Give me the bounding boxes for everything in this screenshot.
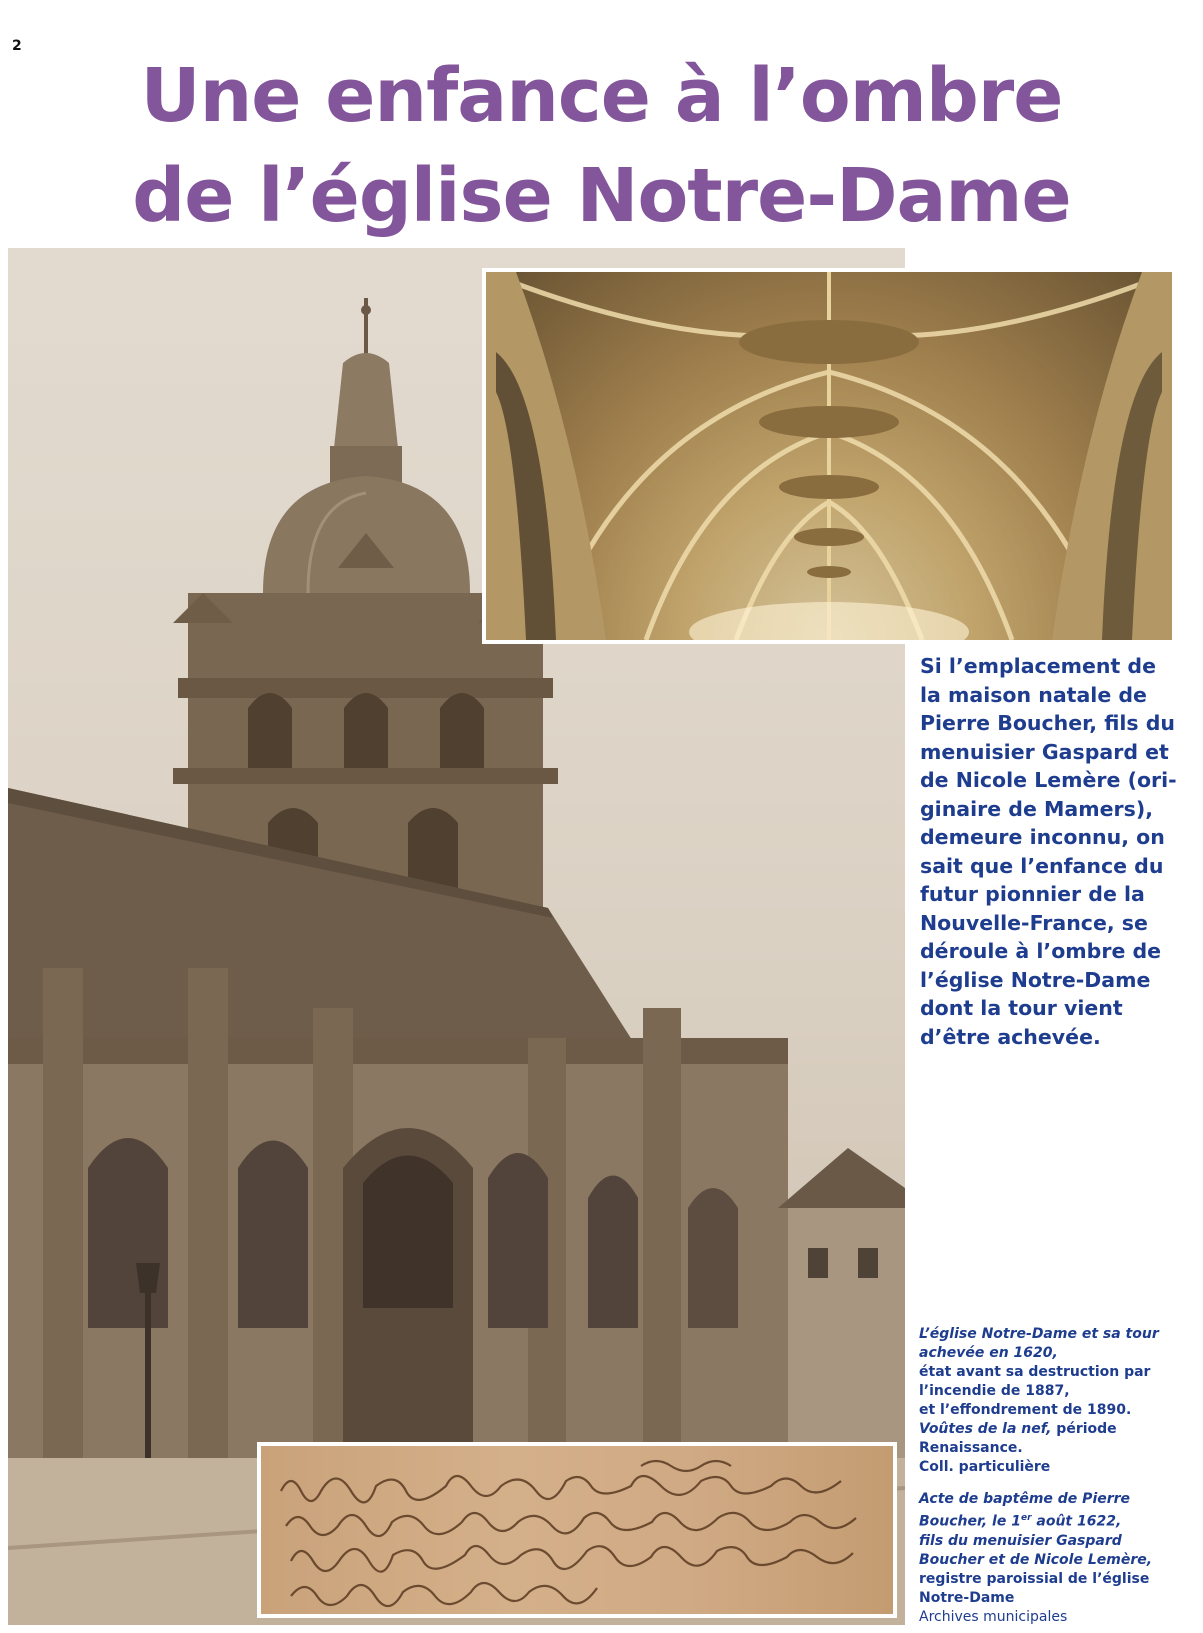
intro-line: de Nicole Lemère (ori- [920,768,1177,792]
intro-line: la maison natale de [920,682,1147,707]
intro-line: Pierre Boucher, fils du [920,711,1176,735]
caption-line: registre paroissial de l’église [919,1570,1150,1587]
intro-line: d’être achevée. [920,1024,1101,1049]
caption-line: Acte de baptême de Pierre [919,1491,1131,1507]
caption-fragment: août 1622, [1031,1513,1122,1530]
caption-line [919,1420,1199,1439]
intro-line: demeure inconnu, on [920,825,1165,849]
caption-church [919,1325,1199,1477]
intro-line: l’église Notre-Dame [920,967,1151,992]
intro-line: Si l’emplacement de [920,654,1156,678]
intro-line: déroule à l’ombre de [920,939,1162,963]
intro-line: sait que l’enfance du [920,853,1164,878]
caption-italic-fragment: Voûtes de la nef, [919,1421,1052,1437]
caption-line: Renaissance. [919,1440,1023,1456]
caption-line: achevée en 1620, [919,1345,1058,1361]
title-line-2: de l’église Notre-Dame [132,153,1071,239]
baptism-record-photo [257,1442,897,1618]
caption-line: Boucher et de Nicole Lemère, [919,1551,1153,1568]
caption-line: et l’effondrement de 1890. [919,1402,1132,1418]
handwriting-illustration [261,1446,893,1614]
intro-line: dont la tour vient [920,996,1123,1020]
caption-fragment: Boucher, le 1 [919,1513,1021,1530]
caption-line: Notre-Dame [919,1589,1015,1606]
intro-paragraph [920,652,1196,1051]
page-number: 2 [12,38,22,54]
caption-line: L’église Notre-Dame et sa tour [919,1326,1159,1342]
intro-line: futur pionnier de la [920,882,1145,906]
caption-baptism [919,1490,1199,1627]
vault-photo [482,268,1176,644]
vault-illustration [486,272,1172,640]
caption-line: état avant sa destruction par [919,1364,1151,1380]
caption-line: l’incendie de 1887, [919,1383,1070,1399]
intro-line: menuisier Gaspard et [920,739,1169,764]
caption-line: Coll. particulière [919,1459,1051,1475]
intro-line: Nouvelle-France, se [920,910,1148,935]
caption-bold-fragment: période [1051,1421,1117,1437]
title-line-1: Une enfance à l’ombre [140,53,1063,139]
caption-superscript: er [1020,1513,1032,1523]
page-title [0,46,1203,246]
caption-line [919,1509,1199,1532]
caption-line: fils du menuisier Gaspard [919,1532,1122,1549]
caption-line: Archives municipales [919,1608,1068,1625]
intro-line: ginaire de Mamers), [920,796,1153,821]
